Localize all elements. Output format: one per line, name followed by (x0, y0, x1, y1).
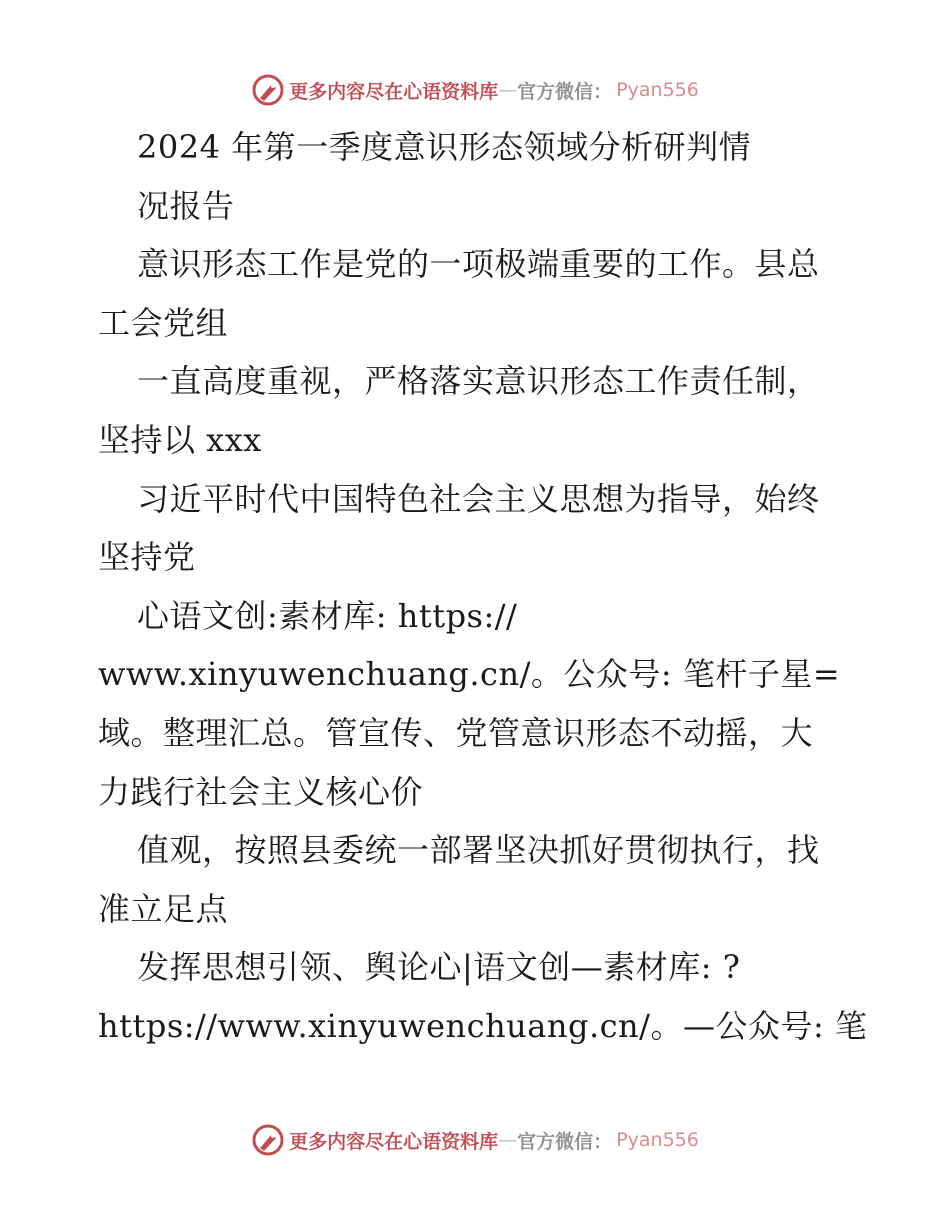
body-line: 值观，按照县委统一部署坚决抓好贯彻执行，找 (137, 831, 820, 870)
banner-wechat-label: 官方微信： (517, 80, 613, 103)
body-line: https://www.xinyuwenchuang.cn/。—公众号: 笔 (98, 1006, 868, 1045)
body-line: www.xinyuwenchuang.cn/。公众号: 笔杆子星= (98, 655, 841, 694)
banner-dash: — (498, 1129, 518, 1151)
document-title-line-2: 况报告 (137, 186, 235, 225)
body-line: 工会党组 (98, 303, 229, 342)
body-line: 习近平时代中国特色社会主义思想为指导，始终 (137, 479, 820, 518)
document-body (98, 118, 868, 1056)
document-title-line-1: 2024 年第一季度意识形态领域分析研判情 (137, 128, 752, 166)
banner-brand-text: 更多内容尽在心语资料库 (289, 1130, 499, 1153)
body-line: 意识形态工作是党的一项极端重要的工作。县总 (137, 245, 820, 284)
header-banner (0, 70, 950, 110)
pen-nib-logo-icon (251, 1123, 285, 1157)
banner-wechat-id: Pyan556 (616, 79, 699, 101)
body-line: 坚持党 (98, 538, 196, 577)
banner-wechat-label: 官方微信： (517, 1130, 613, 1153)
body-line: 力践行社会主义核心价 (98, 772, 424, 811)
body-line: 域。整理汇总。管宣传、党管意识形态不动摇，大 (98, 713, 814, 752)
body-line: 一直高度重视，严格落实意识形态工作责任制， (137, 362, 820, 401)
footer-banner (0, 1120, 950, 1160)
body-line: 心语文创:素材库: https:// (137, 596, 518, 635)
body-line: 发挥思想引领、舆论心|语文创—素材库: ? (137, 948, 741, 987)
pen-nib-logo-icon (251, 73, 285, 107)
body-line: 准立足点 (98, 889, 229, 928)
banner-dash: — (498, 79, 518, 101)
banner-brand-text: 更多内容尽在心语资料库 (289, 80, 499, 103)
banner-wechat-id: Pyan556 (616, 1129, 699, 1151)
body-line: 坚持以 xxx (98, 420, 262, 459)
